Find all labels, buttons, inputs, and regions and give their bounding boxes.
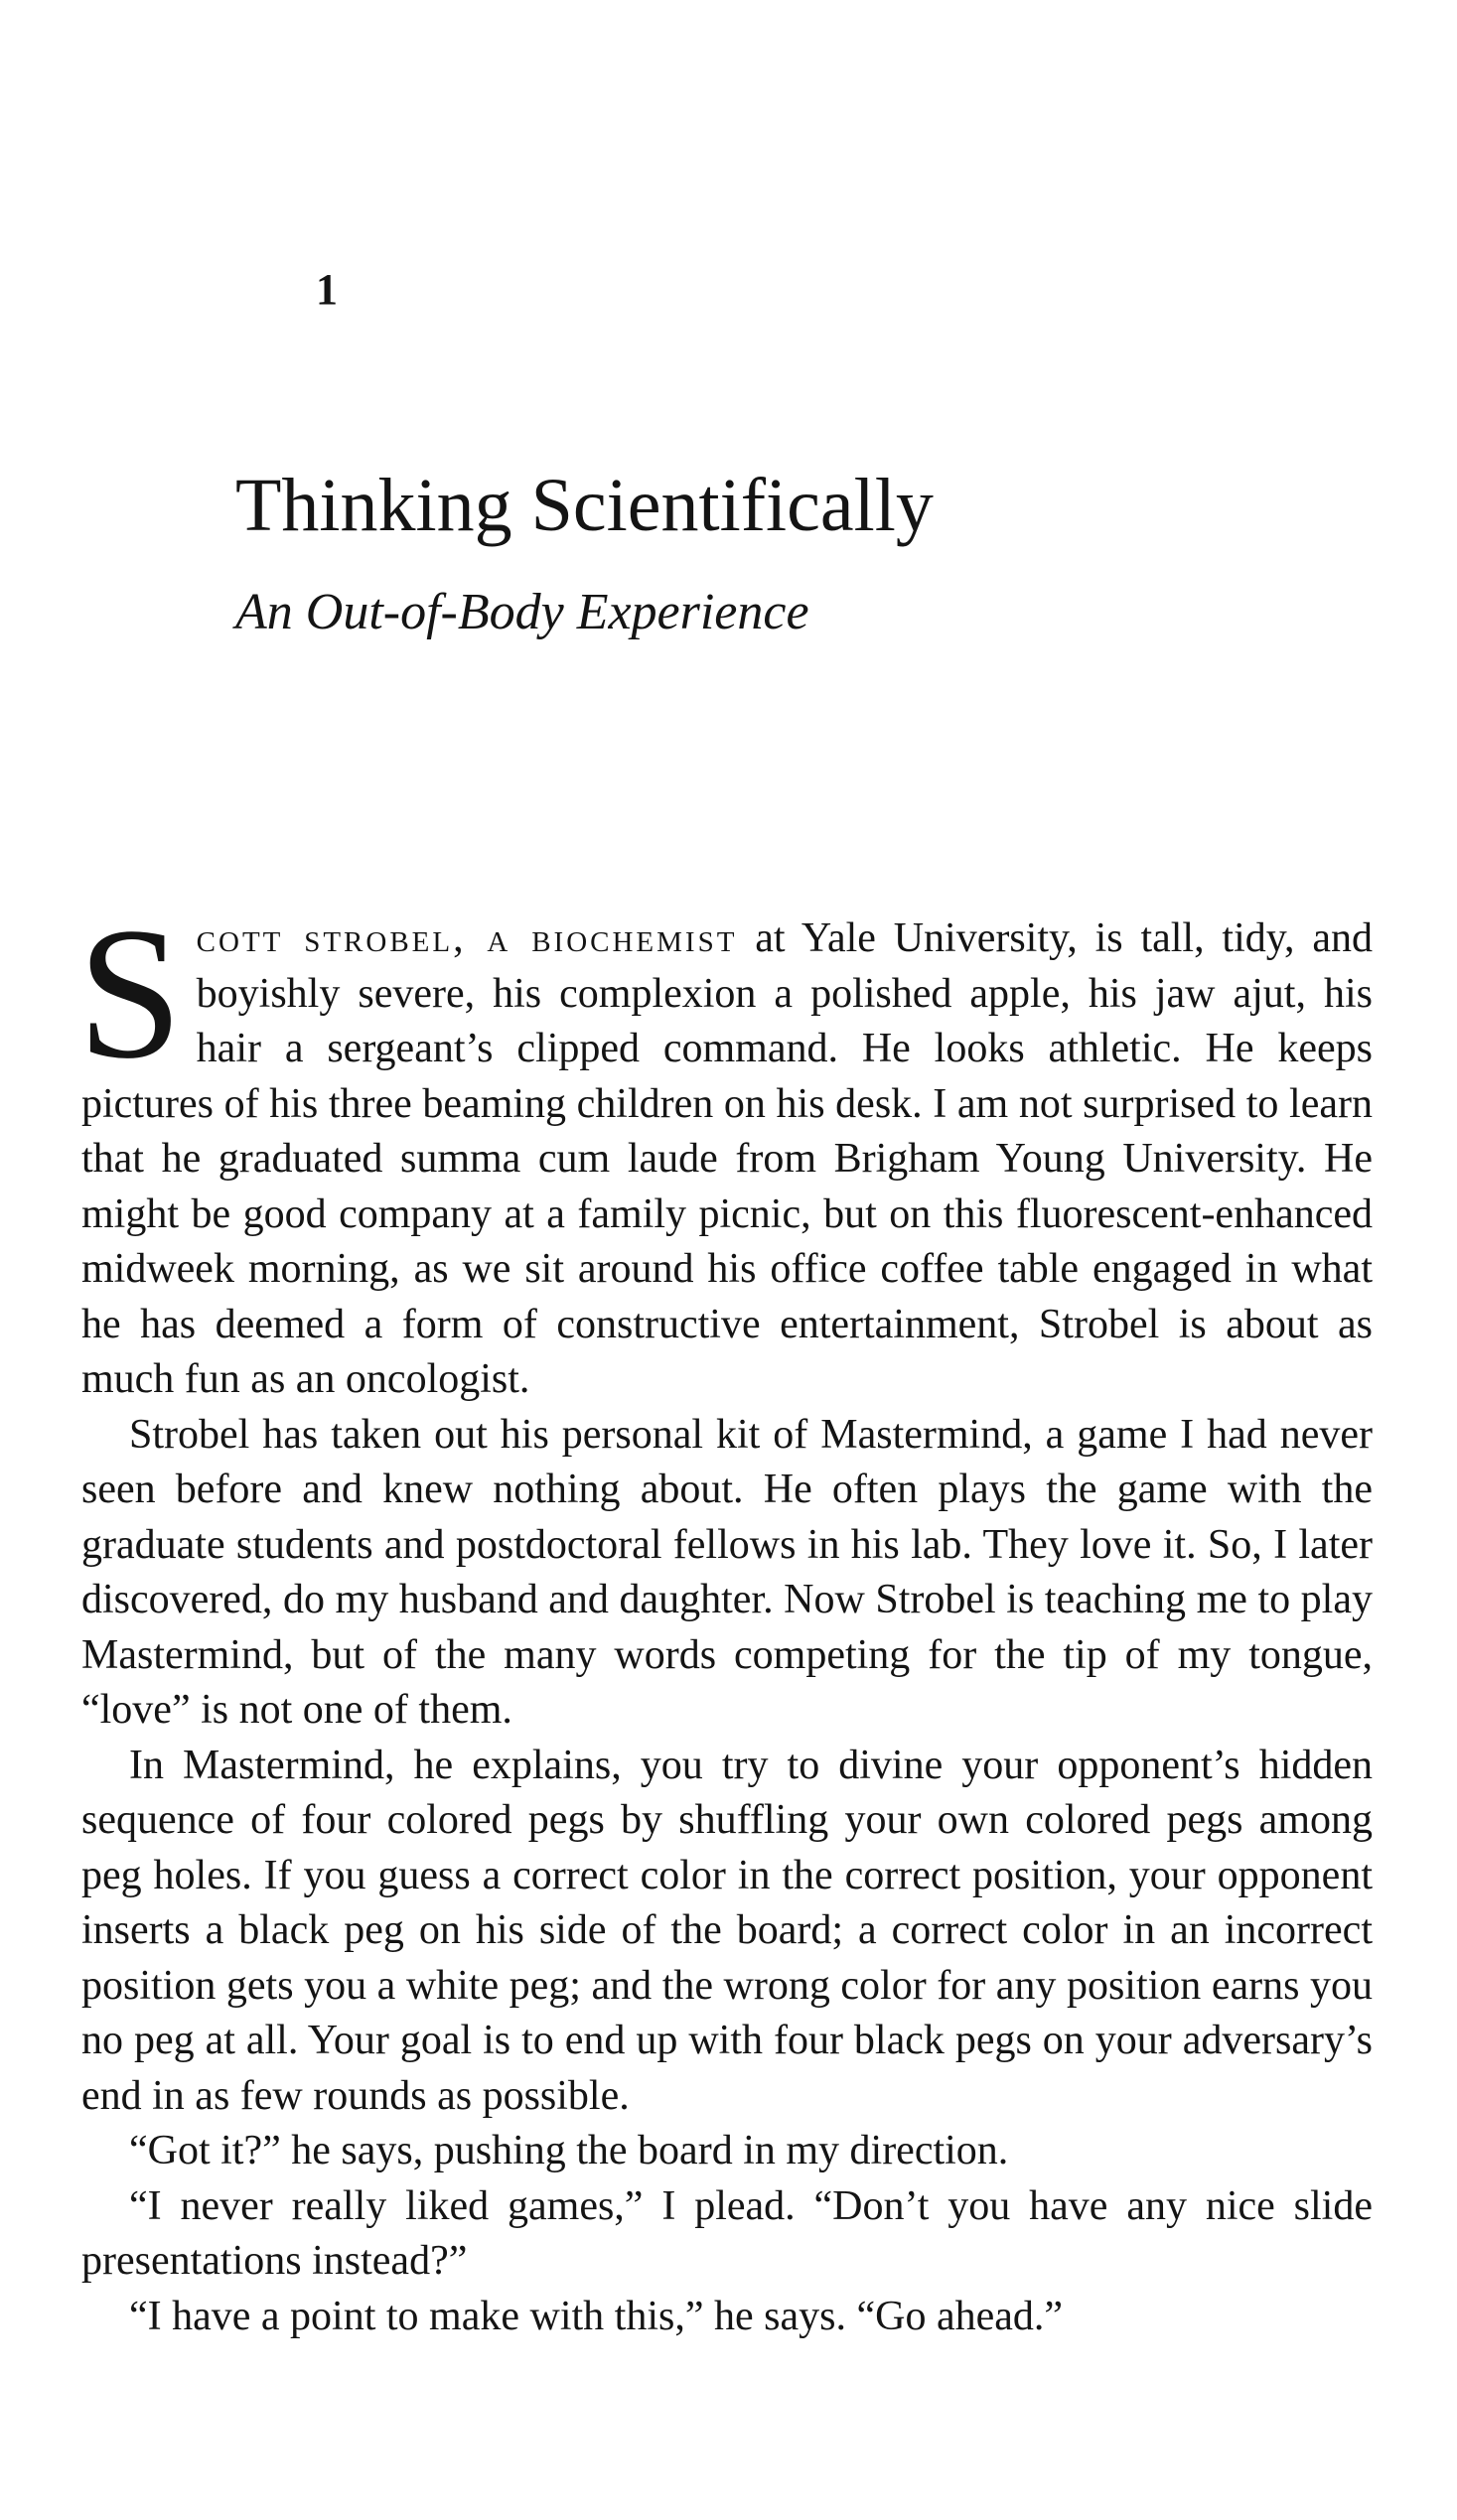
opening-paragraph bbox=[77, 890, 1373, 1408]
paragraph: “I never really liked games,” I plead. “Don’t you have any nice slide presentations instead?” bbox=[81, 2182, 1373, 2284]
chapter-body bbox=[77, 890, 1373, 2344]
chapter-subtitle: An Out-of-Body Experience bbox=[235, 584, 809, 640]
opening-paragraph-text: at Yale University, is tall, tidy, and boyishly severe, his complexion a polished apple, his jaw ajut, his hair a sergeant’s clipped command. He looks athletic. He keeps pictures of his three beaming children on his desk. I am not surprised to learn that he graduated summa cum laude from Brigham Young University. He might be good company at a family picnic, but on this fluorescent-enhanced midweek morning, as we sit around his office coffee table engaged in what he has deemed a form of constructive entertainment, Strobel is about as much fun as an oncologist. bbox=[81, 915, 1373, 1402]
drop-cap: S bbox=[77, 890, 183, 1098]
paragraph: Strobel has taken out his personal kit of Mastermind, a game I had never seen before and knew nothing about. He often plays the game with the graduate students and postdoctoral fellows in his lab. They love it. So, I later discovered, do my husband and daughter. Now Strobel is teaching me to play Mastermind, but of the many words competing for the tip of my tongue, “love” is not one of them. bbox=[81, 1411, 1373, 1733]
paragraph: “Got it?” he says, pushing the board in my direction. bbox=[129, 2128, 1009, 2173]
paragraph: “I have a point to make with this,” he says. “Go ahead.” bbox=[129, 2293, 1064, 2339]
chapter-number: 1 bbox=[316, 265, 338, 314]
chapter-title: Thinking Scientifically bbox=[235, 464, 934, 547]
lead-in-small-caps: cott strobel, a biochemist bbox=[196, 915, 738, 961]
paragraph: In Mastermind, he explains, you try to divine your opponent’s hidden sequence of four colored pegs by shuffling your own colored pegs among peg holes. If you guess a correct color in the correct position, your opponent inserts a black peg on his side of the board; a correct color in an incorrect position gets you a white peg; and the wrong color for any position earns you no peg at all. Your goal is to end up with four black pegs on your adversary’s end in as few rounds as possible. bbox=[81, 1742, 1373, 2119]
